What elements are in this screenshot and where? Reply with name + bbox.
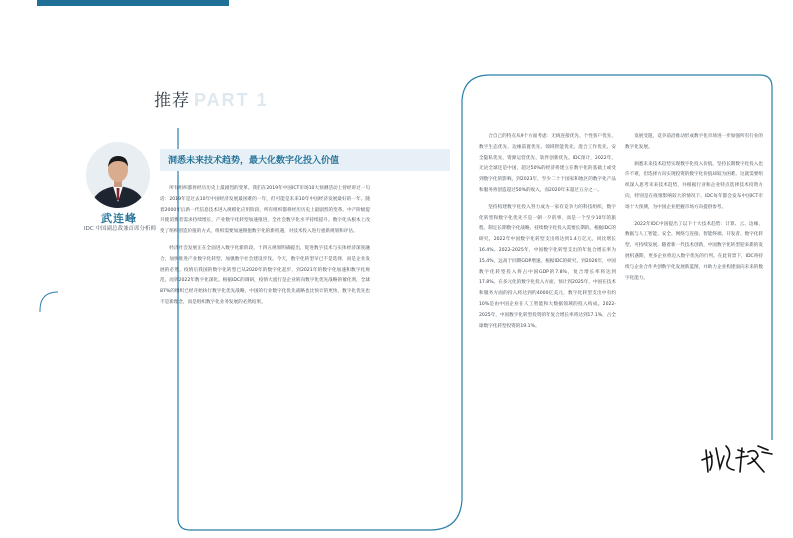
author-name: 武连峰 (101, 212, 137, 225)
paragraph: 发展受阻，竞争前沿推动形成数字化市场进一步加强所有行业的数字化发展。 (625, 134, 763, 150)
section-heading (154, 86, 269, 111)
author-title: IDC 中国副总裁兼首席分析师 (84, 226, 156, 232)
paragraph: 2022年IDC中国提出了以下十大技术趋势：计算、云、边缘、数据与人工智能、安全、网络与连接、智能终端、开发者、数字化转型、可持续发展。随着新一代技术创新，中国数字化转型迎来新的发展机遇期，更多企业将迈入数字优先的行列。在此背景下，IDC将持续与企业合作共创数字化发展新蓝图，并助力企业构建面向未来的数字化能力。 (625, 221, 763, 281)
author-photo (86, 142, 150, 208)
article-column-2 (479, 132, 616, 448)
pull-quote-box (160, 149, 450, 171)
section-heading-cn: 推荐 (154, 91, 190, 111)
paragraph: 经济社会发展正在全面进入数字化新阶段。十四五规划明确提出，促进数字技术与实体经济深度融合，加快推进产业数字化转型，加强数字社会建设步伐。今天，数字化转型早已不是选择，而是企业发展的必然。疫情后我国的数字化转型已从2020年的数字化起步，到2021年的数字化加速和数字化规范，而到2022年数字化深化。根据IDC的调研，疫情大流行是企业转向数字化优先战略的催化剂，全球87%的组织已经开始执行数字化优先战略，中国的行业数字化优先战略也比预计的更快，数字化优先也不是新理念，而是组织数字化业务发展的必然结果。 (160, 245, 370, 305)
article-column-1 (160, 184, 370, 438)
article-column-3 (625, 132, 763, 422)
handwritten-signature (698, 438, 776, 478)
section-heading-en: PART 1 (194, 90, 269, 110)
pull-quote-text: 洞悉未来技术趋势，最大化数字化投入价值 (168, 156, 340, 166)
paragraph: 坚持构建数字化投入努力成为一家有竞争力的科技组织，数字化转型和数字化优先不是一朝一夕的事，而是一个至少10年的旅程，制定长期数字化战略，持续数字化投入需要长期的。根据IDC的研究，2022年中国数字化转型支出将达到1.4万亿元，同比增长16.4%。2022-2025年，中国数字化转型支出的年复合增长率为15.4%，远高于同期GDP增速。根据IDC的研究，到2026年，中国数字化转型投入将占中国GDP的7.8%，复合增长率将达到17.8%。在多元化的数字化投入方面，预计到2025年，中国在技术和服务方面的投入将达到约4000亿美元，数字化转型支出中有约10%是由中国企业在人工智能和大数据领域的投入构成。2022-2025年，中国数字化转型投资的年复合增长率将达到17.1%，占全球数字化转型投资的19.1%。 (479, 204, 616, 329)
paragraph: 洞悉未来技术趋势实现数字化投入价值。坚持长期数字化投入也许不难，但选择方向实现投资的数字化价值却较为困难。这就需要组织深入思考未来技术趋势，并根据行业和企业特点选择技术投资方向，特别是在疫情影响较大的情况下。IDC每年都会发布中国ICT市场十大预测，为中国企业把握市场方向提供参考。 (625, 161, 763, 210)
paragraph: 所有组织都将经历历史上最剧烈的变革。我们在2019年中国ICT市场10大预测活动上曾经讲过一句话：2019年是过去10年中国经济发展最困难的一年，但可能是未来10年中国经济发展最好的一年。随着2000年后新一代信息技术进入规模化应用阶段，所有组织都将经历历史上最剧烈的变革。中产阶级提升使消费者需求持续增长，产业数字化转型加速推进，全社会数字化水平持续提升。数字化从根本上改变了组织创造价值的方式，组织需要加速拥抱数字化的新机遇，对技术投入进行重新规划和评估。 (160, 186, 370, 235)
paragraph: 合自己的特点从9个方面考虑：无线连接优先、个性客户优先、数字生态优先、边缘前置优先、领域智能优先、混合工作优先、安全隐私优先、资源运营优先、软件创新优先。IDC预计，2022年，无论全球还是中国，超过50%的经济将建立在数字化的基础上或受到数字化的影响。到2023年，至少二十个国家和地区的数字化产品和服务将创造超过50%的收入，而2020年末超过五分之一。 (479, 134, 616, 193)
